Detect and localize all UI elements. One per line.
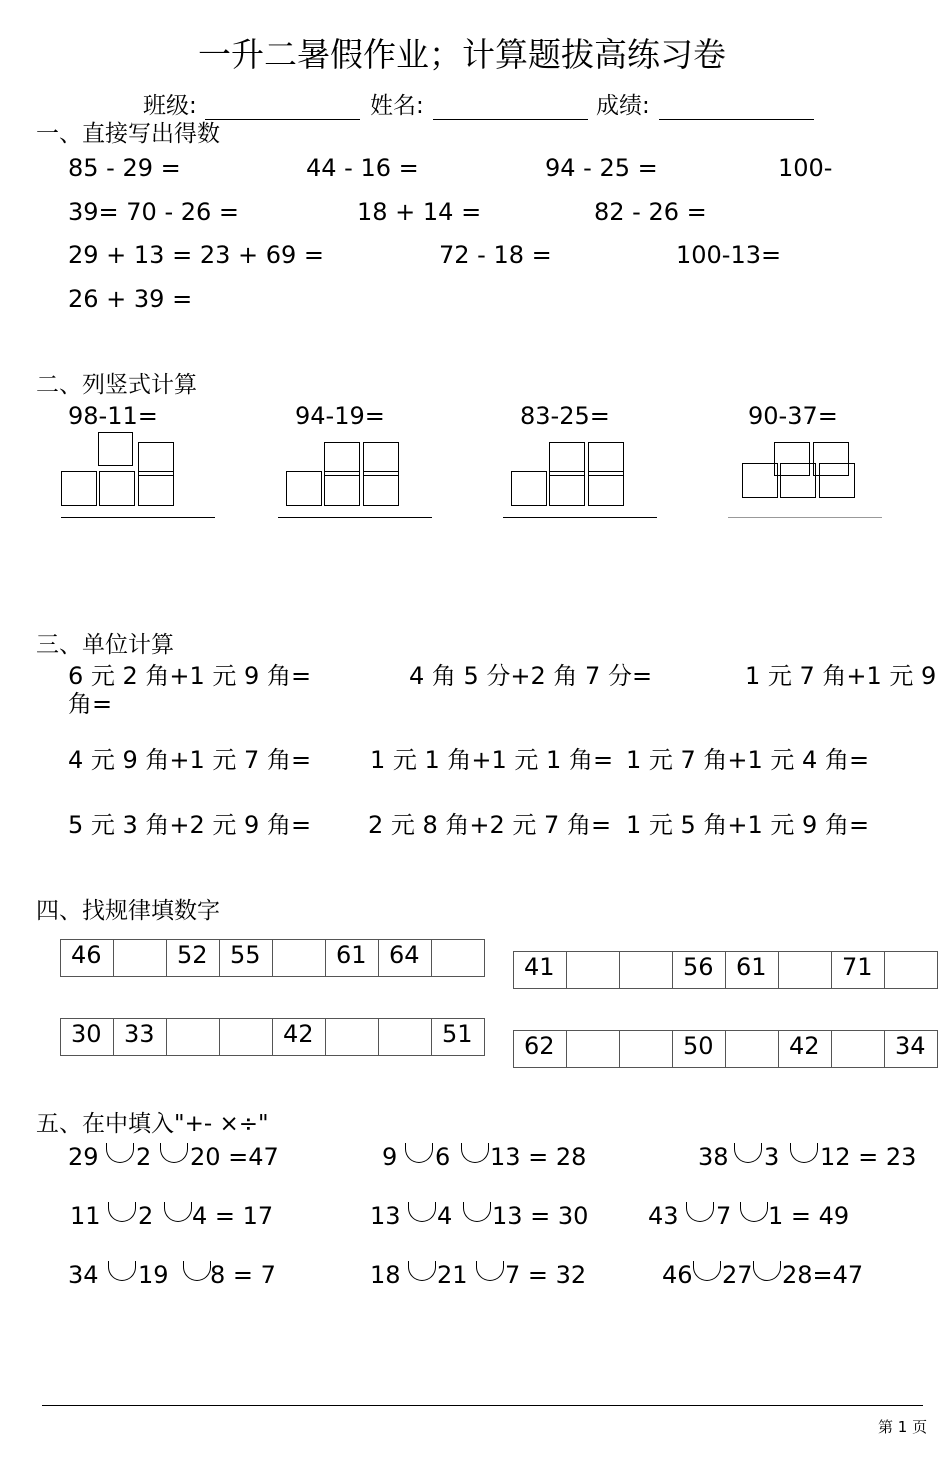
seq-cell: 62 bbox=[514, 1031, 567, 1068]
operator-circle[interactable] bbox=[405, 1143, 433, 1163]
s5-operand: 7 bbox=[716, 1202, 732, 1230]
s5-operand: 21 bbox=[437, 1261, 468, 1289]
digit-box[interactable] bbox=[511, 471, 547, 506]
operator-circle[interactable] bbox=[164, 1202, 192, 1222]
s5-operand: 4 bbox=[437, 1202, 453, 1230]
digit-box[interactable] bbox=[819, 463, 855, 498]
s5-operand: 7 = 32 bbox=[505, 1261, 587, 1289]
s5-operand: 34 bbox=[68, 1261, 99, 1289]
seq-cell: 55 bbox=[220, 940, 273, 977]
name-label: 姓名: bbox=[370, 93, 424, 119]
class-label: 班级: bbox=[143, 93, 197, 119]
s1-item: 82 - 26 = bbox=[594, 198, 707, 226]
s5-operand: 2 bbox=[138, 1202, 154, 1230]
digit-box[interactable] bbox=[61, 471, 97, 506]
s5-operand: 27 bbox=[722, 1261, 753, 1289]
score-label: 成绩: bbox=[596, 93, 650, 119]
operator-circle[interactable] bbox=[463, 1202, 491, 1222]
seq-cell[interactable] bbox=[114, 940, 167, 977]
seq-cell[interactable] bbox=[779, 952, 832, 989]
seq-cell: 30 bbox=[61, 1019, 114, 1056]
s5-operand: 13 bbox=[370, 1202, 401, 1230]
section2-heading: 二、列竖式计算 bbox=[36, 372, 197, 398]
operator-circle[interactable] bbox=[740, 1202, 768, 1222]
seq-cell: 56 bbox=[673, 952, 726, 989]
section3-heading: 三、单位计算 bbox=[36, 632, 174, 658]
operator-circle[interactable] bbox=[108, 1261, 136, 1281]
operator-circle[interactable] bbox=[476, 1261, 504, 1281]
digit-box[interactable] bbox=[99, 471, 135, 506]
answer-line bbox=[728, 517, 882, 518]
digit-box[interactable] bbox=[363, 471, 399, 506]
seq-cell: 52 bbox=[167, 940, 220, 977]
seq-cell: 34 bbox=[885, 1031, 938, 1068]
seq-cell[interactable] bbox=[620, 1031, 673, 1068]
s1-item: 39= 70 - 26 = bbox=[68, 198, 240, 226]
s3-item: 1 元 7 角+1 元 9 bbox=[745, 662, 937, 690]
operator-circle[interactable] bbox=[160, 1143, 188, 1163]
s1-item: 29 + 13 = 23 + 69 = bbox=[68, 241, 324, 269]
seq-cell: 33 bbox=[114, 1019, 167, 1056]
sequence-table bbox=[60, 939, 485, 977]
seq-cell[interactable] bbox=[726, 1031, 779, 1068]
s3-item: 4 元 9 角+1 元 7 角= bbox=[68, 746, 312, 774]
page-number: 第 1 页 bbox=[878, 1418, 928, 1436]
s2-problem: 90-37= bbox=[748, 402, 838, 430]
seq-cell: 61 bbox=[726, 952, 779, 989]
digit-box[interactable] bbox=[138, 471, 174, 506]
operator-circle[interactable] bbox=[753, 1261, 781, 1281]
seq-cell: 41 bbox=[514, 952, 567, 989]
digit-box[interactable] bbox=[324, 471, 360, 506]
s5-operand: 20 =47 bbox=[190, 1143, 279, 1171]
s5-operand: 19 bbox=[138, 1261, 169, 1289]
s3-item: 1 元 1 角+1 元 1 角= bbox=[370, 746, 614, 774]
seq-cell: 71 bbox=[832, 952, 885, 989]
seq-cell: 42 bbox=[273, 1019, 326, 1056]
digit-box[interactable] bbox=[286, 471, 322, 506]
operator-circle[interactable] bbox=[461, 1143, 489, 1163]
s1-item: 26 + 39 = bbox=[68, 285, 193, 313]
s2-problem: 83-25= bbox=[520, 402, 610, 430]
digit-box[interactable] bbox=[742, 463, 778, 498]
operator-circle[interactable] bbox=[408, 1261, 436, 1281]
answer-line bbox=[278, 517, 432, 518]
sequence-table bbox=[60, 1018, 485, 1056]
s1-item: 44 - 16 = bbox=[306, 154, 419, 182]
seq-cell[interactable] bbox=[167, 1019, 220, 1056]
s5-operand: 1 = 49 bbox=[768, 1202, 850, 1230]
s5-operand: 2 bbox=[136, 1143, 152, 1171]
operator-circle[interactable] bbox=[108, 1202, 136, 1222]
s1-item: 100- bbox=[778, 154, 833, 182]
seq-cell: 46 bbox=[61, 940, 114, 977]
operator-circle[interactable] bbox=[183, 1261, 211, 1281]
operator-circle[interactable] bbox=[734, 1143, 762, 1163]
digit-box[interactable] bbox=[588, 471, 624, 506]
s5-operand: 29 bbox=[68, 1143, 99, 1171]
seq-cell[interactable] bbox=[567, 952, 620, 989]
seq-cell[interactable] bbox=[379, 1019, 432, 1056]
s5-operand: 11 bbox=[70, 1202, 101, 1230]
s3-item: 4 角 5 分+2 角 7 分= bbox=[409, 662, 653, 690]
s5-operand: 3 bbox=[764, 1143, 780, 1171]
s1-item: 18 + 14 = bbox=[357, 198, 482, 226]
s3-item: 1 元 5 角+1 元 9 角= bbox=[626, 811, 870, 839]
s5-operand: 4 = 17 bbox=[192, 1202, 274, 1230]
section4-heading: 四、找规律填数字 bbox=[36, 898, 220, 924]
s5-operand: 13 = 28 bbox=[490, 1143, 587, 1171]
seq-cell: 64 bbox=[379, 940, 432, 977]
section5-heading: 五、在中填入"+- ×÷" bbox=[36, 1111, 269, 1137]
section1-heading: 一、直接写出得数 bbox=[36, 121, 220, 147]
s3-item: 角= bbox=[68, 690, 113, 718]
answer-line bbox=[61, 517, 215, 518]
s2-problem: 94-19= bbox=[295, 402, 385, 430]
s3-item: 2 元 8 角+2 元 7 角= bbox=[368, 811, 612, 839]
seq-cell: 50 bbox=[673, 1031, 726, 1068]
name-blank[interactable] bbox=[433, 119, 588, 120]
seq-cell: 51 bbox=[432, 1019, 485, 1056]
s1-item: 100-13= bbox=[676, 241, 782, 269]
s5-operand: 12 = 23 bbox=[820, 1143, 917, 1171]
footer-rule bbox=[42, 1405, 923, 1406]
operator-circle[interactable] bbox=[686, 1202, 714, 1222]
s5-operand: 43 bbox=[648, 1202, 679, 1230]
seq-cell: 42 bbox=[779, 1031, 832, 1068]
digit-box[interactable] bbox=[780, 463, 816, 498]
s5-operand: 9 bbox=[382, 1143, 398, 1171]
seq-cell[interactable] bbox=[432, 940, 485, 977]
s1-item: 85 - 29 = bbox=[68, 154, 181, 182]
seq-cell[interactable] bbox=[567, 1031, 620, 1068]
operator-circle[interactable] bbox=[106, 1143, 134, 1163]
operator-circle[interactable] bbox=[408, 1202, 436, 1222]
seq-cell[interactable] bbox=[620, 952, 673, 989]
s2-problem: 98-11= bbox=[68, 402, 158, 430]
s1-item: 72 - 18 = bbox=[439, 241, 552, 269]
s5-operand: 8 = 7 bbox=[210, 1261, 276, 1289]
score-blank[interactable] bbox=[659, 119, 814, 120]
seq-cell[interactable] bbox=[832, 1031, 885, 1068]
s5-operand: 38 bbox=[698, 1143, 729, 1171]
s1-item: 94 - 25 = bbox=[545, 154, 658, 182]
s3-item: 1 元 7 角+1 元 4 角= bbox=[626, 746, 870, 774]
s5-operand: 6 bbox=[435, 1143, 451, 1171]
seq-cell[interactable] bbox=[220, 1019, 273, 1056]
s5-operand: 18 bbox=[370, 1261, 401, 1289]
class-blank[interactable] bbox=[205, 119, 360, 120]
s5-operand: 28=47 bbox=[782, 1261, 864, 1289]
page-title: 一升二暑假作业；计算题拔高练习卷 bbox=[198, 35, 726, 74]
answer-line bbox=[503, 517, 657, 518]
digit-box[interactable] bbox=[549, 471, 585, 506]
seq-cell[interactable] bbox=[273, 940, 326, 977]
sequence-table bbox=[513, 1030, 938, 1068]
seq-cell[interactable] bbox=[885, 952, 938, 989]
s3-item: 5 元 3 角+2 元 9 角= bbox=[68, 811, 312, 839]
operator-circle[interactable] bbox=[693, 1261, 721, 1281]
s3-item: 6 元 2 角+1 元 9 角= bbox=[68, 662, 312, 690]
operator-circle[interactable] bbox=[790, 1143, 818, 1163]
sequence-table bbox=[513, 951, 938, 989]
seq-cell[interactable] bbox=[326, 1019, 379, 1056]
s5-operand: 13 = 30 bbox=[492, 1202, 589, 1230]
s5-operand: 46 bbox=[662, 1261, 693, 1289]
digit-box[interactable] bbox=[98, 432, 133, 466]
seq-cell: 61 bbox=[326, 940, 379, 977]
